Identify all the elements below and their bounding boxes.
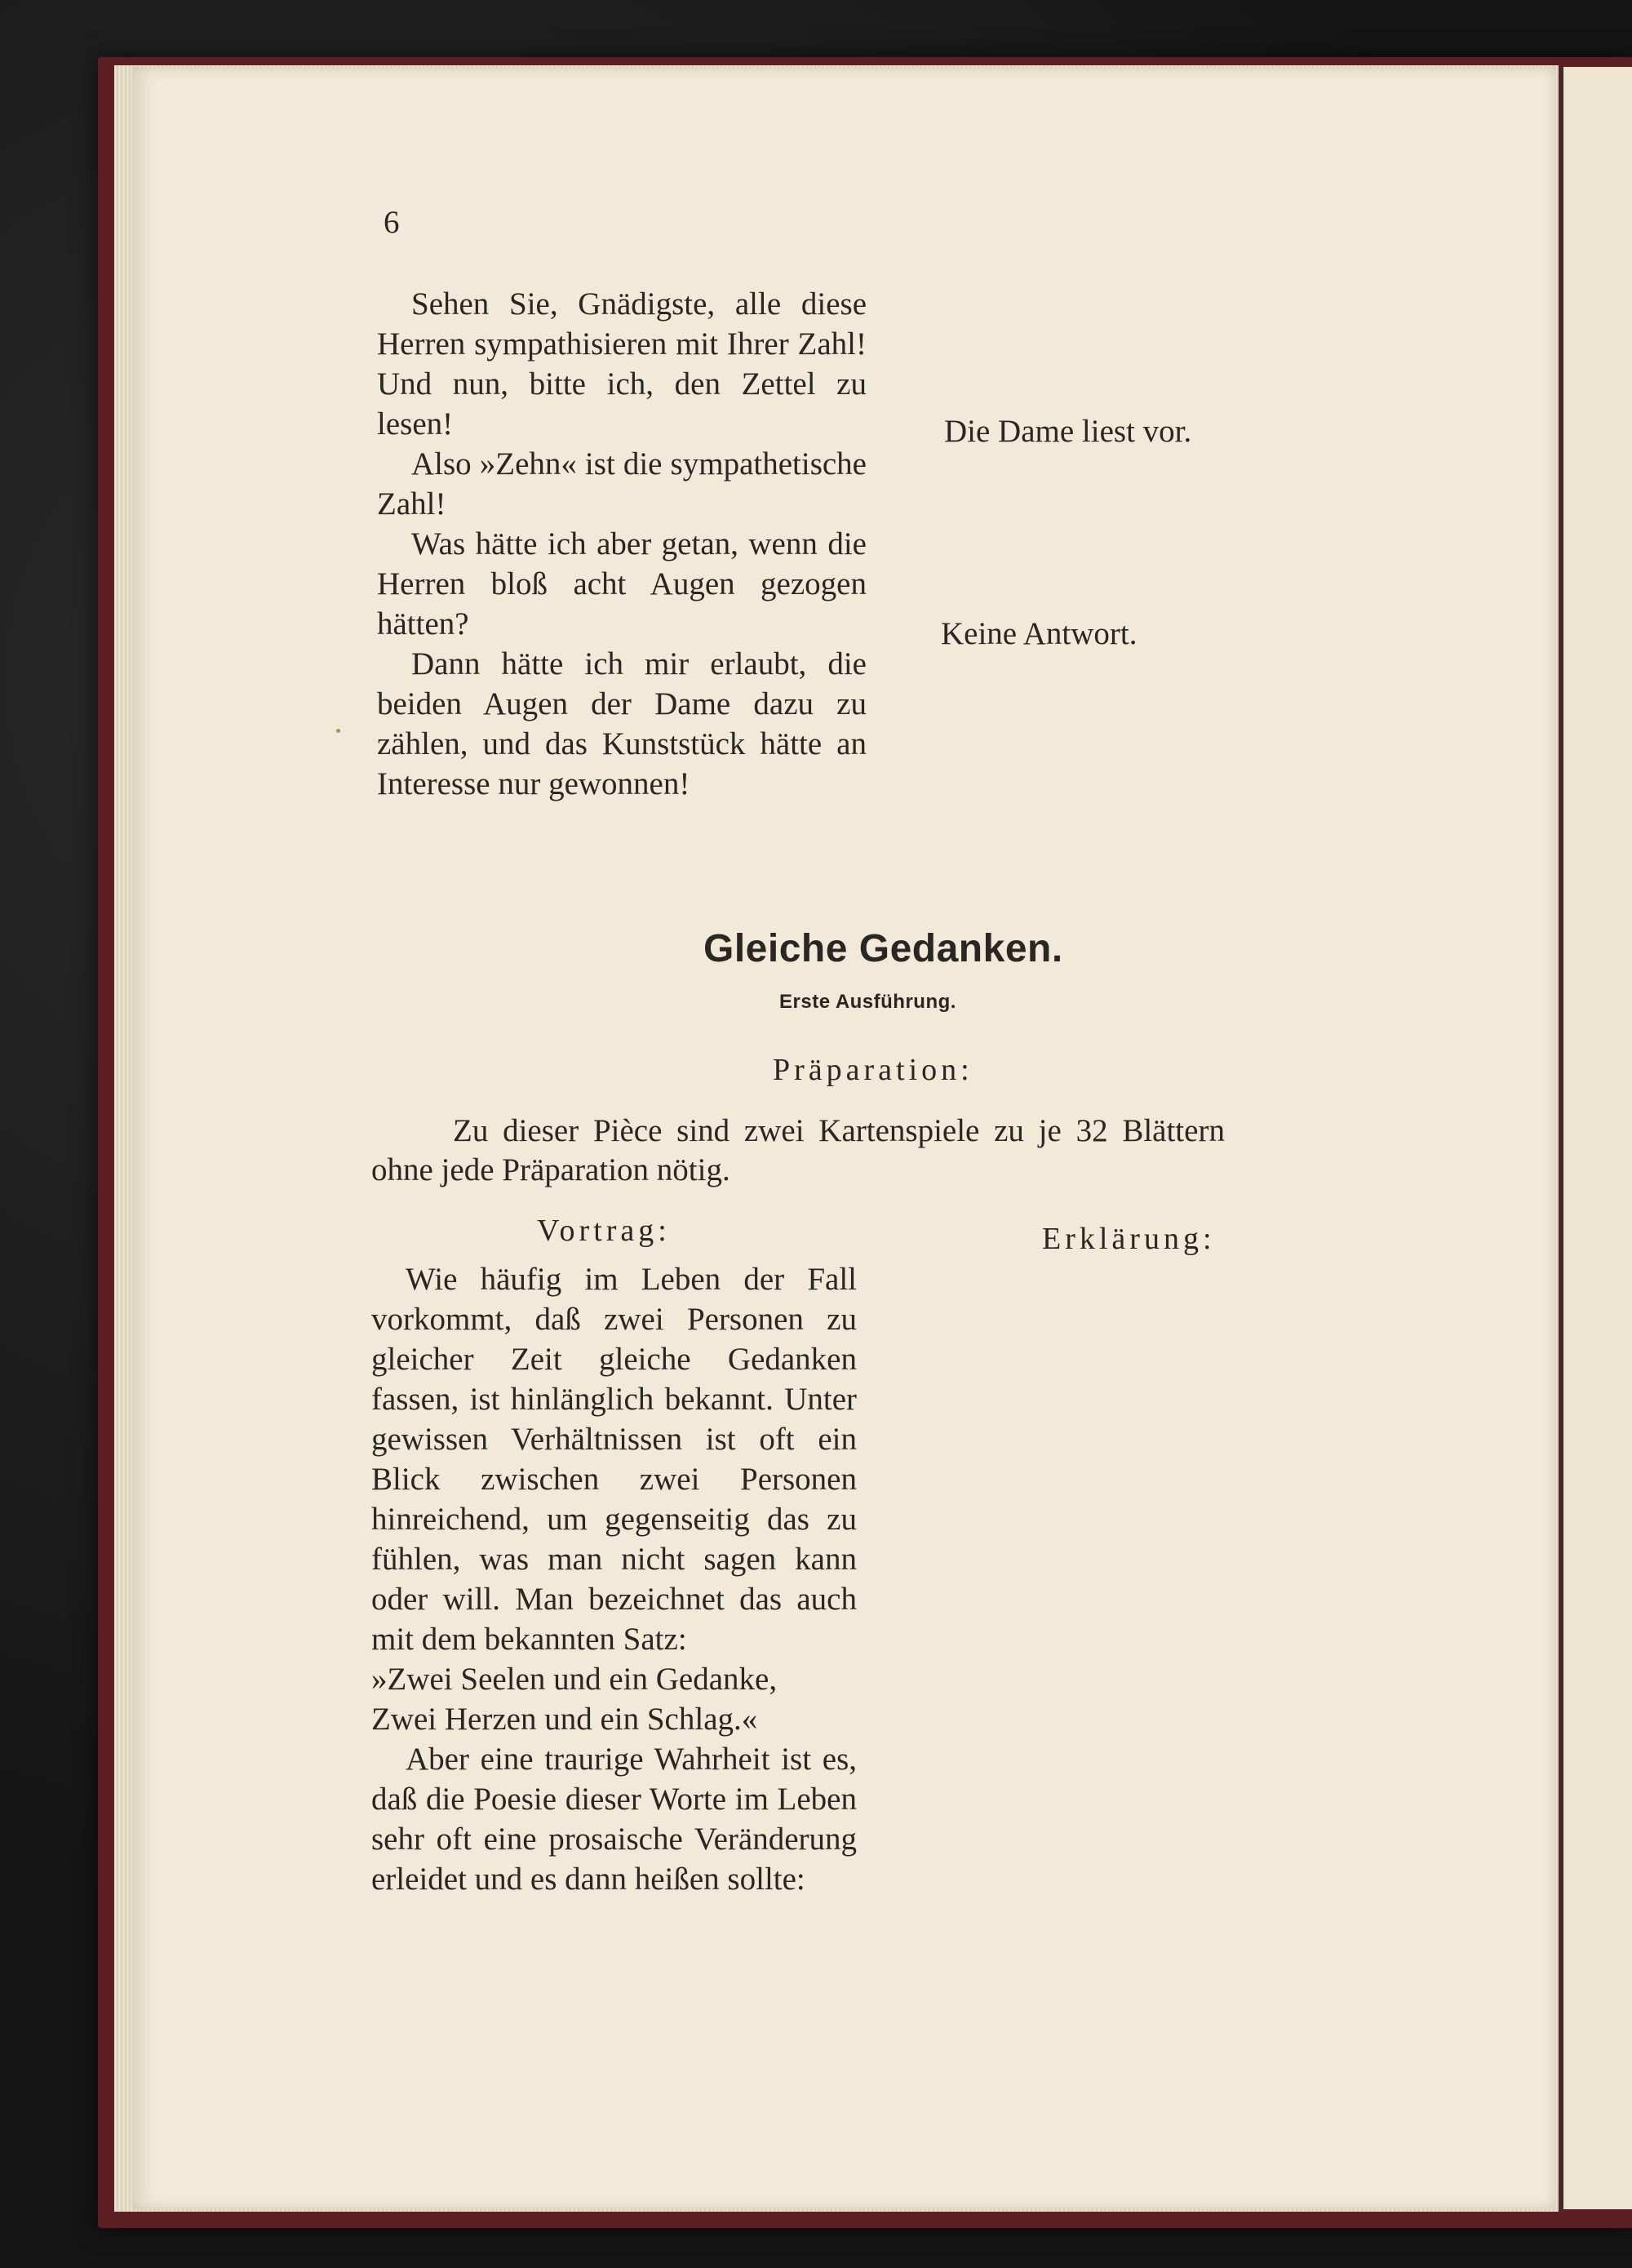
quote-line-2: Zwei Herzen und ein Schlag.« [371,1702,758,1737]
preparation-heading: Präparation: [773,1053,973,1087]
quote-line-1: »Zwei Seelen und ein Gedanke, [371,1662,778,1697]
paragraph: Was hätte ich aber getan, wenn die Herren bloß acht Augen gezogen hätten? [377,526,867,641]
note-keine-antwort: Keine Antwort. [941,616,1138,651]
section-subtitle: Erste Ausführung. [779,991,956,1013]
section-title: Gleiche Gedanken. [703,927,1063,970]
paragraph: Also »Zehn« ist die sympathetische Zahl! [377,446,867,522]
note-dame-liest-vor: Die Dame liest vor. [944,414,1192,449]
paper-speck [336,729,340,733]
vortrag-paragraph-2: Aber eine traurige Wahrheit ist es, daß die Poesie dieser Worte im Leben sehr oft eine prosaische Veränderung erleidet und es dann heißen sollte: [371,1742,857,1897]
paragraph: Dann hätte ich mir erlaubt, die beiden Augen der Dame dazu zu zählen, und das Kunststück hätte an Interesse nur gewonnen! [377,646,867,801]
vortrag-heading: Vortrag: [537,1214,671,1248]
next-page-edge [1560,67,1632,2209]
paragraph: Sehen Sie, Gnädigste, alle diese Herren sympathisieren mit Ihrer Zahl! Und nun, bitte ich, den Zettel zu lesen! [377,286,867,442]
preparation-text-line1: Zu dieser Pièce sind zwei Kartenspiele zu je 32 Blättern [453,1113,1225,1148]
vortrag-column [371,1259,857,1899]
page-number: 6 [384,205,400,240]
section1-left-column [377,284,867,804]
erklaerung-heading: Erklärung: [1042,1222,1216,1256]
vortrag-paragraph-1: Wie häufig im Leben der Fall vorkommt, daß zwei Personen zu gleicher Zeit gleiche Gedanken fassen, ist hinlänglich bekannt. Unter gewissen Verhältnissen ist oft ein Blick zwischen zwei Personen hinreichend, um gegenseitig das zu fühlen, was man nicht sagen kann oder will. Man bezeichnet das auch mit dem bekannten Satz: [371,1262,857,1657]
preparation-text-line2: ohne jede Präparation nötig. [371,1152,730,1187]
